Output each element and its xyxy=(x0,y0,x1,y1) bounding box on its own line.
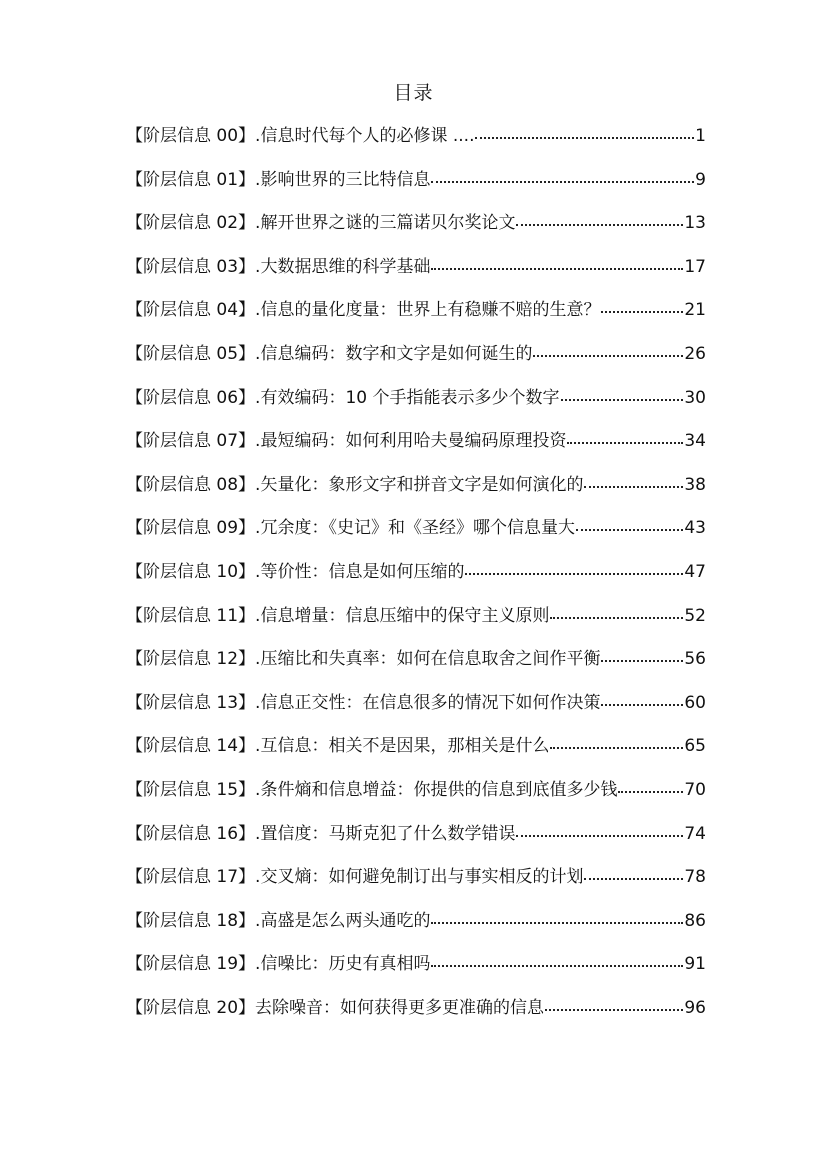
toc-entry-label: 【阶层信息 00】 xyxy=(126,126,256,146)
toc-entry-text: .有效编码：10 个手指能表示多少个数字 xyxy=(255,387,560,408)
toc-entry-page-number: 34 xyxy=(684,431,706,452)
toc-entry[interactable] xyxy=(126,513,706,557)
toc-entry-label: 【阶层信息 10】 xyxy=(126,561,256,582)
toc-entry-label: 【阶层信息 09】 xyxy=(126,518,256,539)
toc-entry-page-number: 1 xyxy=(695,126,706,146)
toc-entry-label: 【阶层信息 17】 xyxy=(126,867,256,888)
toc-leader-dots xyxy=(584,865,683,882)
toc-entry-page-number: 78 xyxy=(684,867,706,888)
toc-entry-page-number: 9 xyxy=(695,169,706,190)
toc-entry-label: 【阶层信息 15】 xyxy=(126,779,256,800)
toc-entry-page-number: 56 xyxy=(684,649,706,670)
toc-entry-label: 【阶层信息 04】 xyxy=(126,300,256,321)
toc-entry-text: .信息正交性：在信息很多的情况下如何作决策 xyxy=(255,692,601,713)
toc-leader-dots xyxy=(550,604,683,621)
toc-leader-dots xyxy=(584,473,683,490)
toc-entry-page-number: 96 xyxy=(684,997,706,1018)
toc-entry-page-number: 65 xyxy=(684,736,706,757)
toc-leader-dots xyxy=(576,516,683,533)
toc-entry-page-number: 43 xyxy=(684,518,706,539)
toc-entry[interactable] xyxy=(126,557,706,601)
toc-entry-text: .等价性：信息是如何压缩的 xyxy=(255,561,465,582)
toc-leader-dots xyxy=(601,691,683,708)
toc-entry-page-number: 30 xyxy=(684,387,706,408)
toc-entry[interactable] xyxy=(126,906,706,950)
toc-entry-page-number: 38 xyxy=(684,474,706,495)
toc-entry[interactable] xyxy=(126,252,706,296)
toc-leader-dots xyxy=(465,560,683,577)
toc-entry-label: 【阶层信息 12】 xyxy=(126,649,256,670)
toc-title: 目录 xyxy=(393,82,434,104)
toc-entry-label: 【阶层信息 07】 xyxy=(126,431,256,452)
toc-leader-dots xyxy=(545,996,683,1013)
toc-entry[interactable] xyxy=(126,383,706,427)
toc-entry-text: .解开世界之谜的三篇诺贝尔奖论文 xyxy=(255,213,516,234)
toc-entry-text: .大数据思维的科学基础 xyxy=(255,256,431,277)
toc-entry-text: .矢量化：象形文字和拼音文字是如何演化的 xyxy=(255,474,584,495)
toc-entry-page-number: 74 xyxy=(684,823,706,844)
toc-entry[interactable] xyxy=(126,426,706,470)
toc-leader-dots xyxy=(516,211,683,228)
toc-entry[interactable] xyxy=(126,601,706,645)
toc-entry-page-number: 26 xyxy=(684,343,706,364)
toc-entry-label: 【阶层信息 08】 xyxy=(126,474,256,495)
toc-entry-label: 【阶层信息 16】 xyxy=(126,823,256,844)
toc-entry-page-number: 86 xyxy=(684,910,706,931)
toc-entry-label: 【阶层信息 02】 xyxy=(126,213,256,234)
toc-entry-text: .压缩比和失真率：如何在信息取舍之间作平衡 xyxy=(255,649,601,670)
toc-entry[interactable] xyxy=(126,644,706,688)
toc-entry-page-number: 52 xyxy=(684,605,706,626)
toc-entry[interactable] xyxy=(126,688,706,732)
toc-leader-dots xyxy=(567,429,683,446)
toc-entry-page-number: 13 xyxy=(684,213,706,234)
toc-entry-label: 【阶层信息 20】 xyxy=(126,997,256,1018)
toc-leader-dots xyxy=(516,822,683,839)
toc-entry-text: .最短编码：如何利用哈夫曼编码原理投资 xyxy=(255,431,567,452)
toc-entry[interactable] xyxy=(126,949,706,993)
toc-leader-dots xyxy=(431,255,683,272)
toc-leader-dots xyxy=(431,909,683,926)
toc-entry-page-number: 91 xyxy=(684,954,706,975)
toc-entry-text: .条件熵和信息增益：你提供的信息到底值多少钱 xyxy=(255,779,618,800)
toc-entry-label: 【阶层信息 19】 xyxy=(126,954,256,975)
toc-entry-page-number: 70 xyxy=(684,779,706,800)
toc-leader-dots xyxy=(533,342,683,359)
toc-entry-text: .置信度：马斯克犯了什么数学错误 xyxy=(255,823,516,844)
toc-entry[interactable] xyxy=(126,208,706,252)
toc-entry[interactable] xyxy=(126,295,706,339)
toc-entry[interactable] xyxy=(126,121,706,165)
toc-leader-dots xyxy=(618,778,683,795)
toc-entry-label: 【阶层信息 14】 xyxy=(126,736,256,757)
toc-leader-dots xyxy=(601,647,683,664)
toc-entry[interactable] xyxy=(126,993,706,1037)
toc-entry[interactable] xyxy=(126,470,706,514)
toc-entry-text: .信噪比：历史有真相吗 xyxy=(255,954,431,975)
toc-entry-label: 【阶层信息 01】 xyxy=(126,169,256,190)
toc-entry-text: 去除噪音：如何获得更多更准确的信息 xyxy=(255,997,545,1018)
toc-entry-text: .信息时代每个人的必修课 .... xyxy=(255,126,475,146)
toc-entry-label: 【阶层信息 05】 xyxy=(126,343,256,364)
toc-entry-page-number: 17 xyxy=(684,256,706,277)
toc-list xyxy=(126,121,706,1036)
toc-entry[interactable] xyxy=(126,775,706,819)
toc-entry-text: .信息的量化度量：世界上有稳赚不赔的生意？ xyxy=(255,300,601,321)
toc-entry-text: .互信息：相关不是因果，那相关是什么 xyxy=(255,736,550,757)
toc-entry-text: .高盛是怎么两头通吃的 xyxy=(255,910,431,931)
toc-entry-label: 【阶层信息 11】 xyxy=(126,605,256,626)
toc-entry-text: .交叉熵：如何避免制订出与事实相反的计划 xyxy=(255,867,584,888)
toc-entry[interactable] xyxy=(126,339,706,383)
toc-leader-dots xyxy=(431,168,694,185)
toc-entry-label: 【阶层信息 18】 xyxy=(126,910,256,931)
toc-entry[interactable] xyxy=(126,819,706,863)
toc-entry-page-number: 47 xyxy=(684,561,706,582)
toc-entry-text: .信息增量：信息压缩中的保守主义原则 xyxy=(255,605,550,626)
toc-entry-label: 【阶层信息 06】 xyxy=(126,387,256,408)
toc-entry[interactable] xyxy=(126,165,706,209)
toc-entry-page-number: 21 xyxy=(684,300,706,321)
toc-leader-dots xyxy=(601,298,683,315)
toc-entry-text: .信息编码：数字和文字是如何诞生的 xyxy=(255,343,533,364)
toc-entry[interactable] xyxy=(126,731,706,775)
toc-leader-dots xyxy=(550,734,683,751)
toc-leader-dots xyxy=(431,952,683,969)
toc-entry-text: .影响世界的三比特信息 xyxy=(255,169,431,190)
toc-leader-dots xyxy=(475,124,694,141)
toc-leader-dots xyxy=(561,386,684,403)
toc-entry-page-number: 60 xyxy=(684,692,706,713)
toc-entry-label: 【阶层信息 13】 xyxy=(126,692,256,713)
toc-entry-text: .冗余度：《史记》和《圣经》哪个信息量大 xyxy=(255,518,575,539)
toc-entry-label: 【阶层信息 03】 xyxy=(126,256,256,277)
toc-entry[interactable] xyxy=(126,862,706,906)
